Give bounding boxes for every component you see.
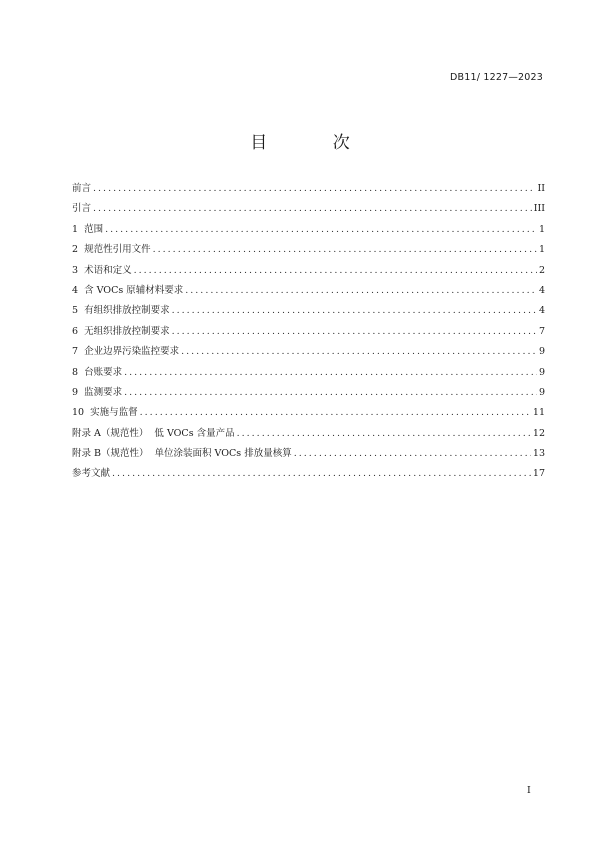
toc-entry-page: 17 bbox=[532, 468, 545, 480]
toc-entry-label: 6 无组织排放控制要求 bbox=[72, 325, 170, 337]
toc-entry-label: 4 含 VOCs 原辅材料要求 bbox=[72, 284, 184, 296]
toc-entry-label: 附录 A（规范性） 低 VOCs 含量产品 bbox=[72, 427, 235, 439]
toc-entry-page: 13 bbox=[532, 448, 545, 460]
toc-entry-label: 1 范围 bbox=[72, 223, 104, 235]
toc-entry-page: 9 bbox=[538, 386, 545, 398]
toc-entry-label: 5 有组织排放控制要求 bbox=[72, 305, 170, 317]
dot-leader bbox=[237, 428, 531, 439]
toc-entry-page: 1 bbox=[538, 244, 545, 256]
toc-entry-page: 9 bbox=[538, 366, 545, 378]
toc-entry-organized-emission[interactable] bbox=[72, 302, 545, 322]
toc-entry-fugitive-emission[interactable] bbox=[72, 323, 545, 343]
toc-entry-label: 2 规范性引用文件 bbox=[72, 244, 151, 256]
toc-entry-terms-definitions[interactable] bbox=[72, 262, 545, 282]
toc-entry-page: 7 bbox=[538, 325, 545, 337]
dot-leader bbox=[172, 326, 537, 337]
toc-entry-scope[interactable] bbox=[72, 221, 545, 241]
toc-entry-page: 2 bbox=[538, 264, 545, 276]
toc-entry-foreword[interactable] bbox=[72, 180, 545, 200]
toc-entry-label: 10 实施与监督 bbox=[72, 407, 138, 419]
dot-leader bbox=[124, 387, 537, 398]
dot-leader bbox=[294, 448, 531, 459]
toc-entry-label: 7 企业边界污染监控要求 bbox=[72, 346, 180, 358]
toc-entry-bibliography[interactable] bbox=[72, 465, 545, 485]
toc-entry-implementation[interactable] bbox=[72, 404, 545, 424]
toc-entry-page: 4 bbox=[538, 284, 545, 296]
table-of-contents bbox=[72, 180, 545, 486]
toc-entry-page: 12 bbox=[532, 427, 545, 439]
toc-entry-appendix-a[interactable] bbox=[72, 425, 545, 445]
toc-entry-page: 1 bbox=[538, 223, 545, 235]
toc-entry-page: 4 bbox=[538, 305, 545, 317]
toc-entry-appendix-b[interactable] bbox=[72, 445, 545, 465]
toc-entry-voc-materials[interactable] bbox=[72, 282, 545, 302]
toc-entry-label: 参考文献 bbox=[72, 468, 111, 480]
toc-entry-boundary-monitoring[interactable] bbox=[72, 343, 545, 363]
toc-entry-label: 3 术语和定义 bbox=[72, 264, 132, 276]
dot-leader bbox=[140, 407, 531, 418]
dot-leader bbox=[124, 367, 537, 378]
page-number: I bbox=[527, 785, 531, 796]
toc-entry-label: 前言 bbox=[72, 183, 92, 194]
dot-leader bbox=[112, 468, 531, 479]
toc-entry-page: 11 bbox=[532, 407, 545, 419]
document-code: DB11/ 1227—2023 bbox=[450, 72, 543, 83]
toc-entry-page: 9 bbox=[538, 346, 545, 358]
toc-entry-label: 引言 bbox=[72, 203, 92, 215]
dot-leader bbox=[172, 305, 537, 316]
dot-leader bbox=[181, 346, 537, 357]
toc-entry-label: 8 台账要求 bbox=[72, 366, 123, 378]
toc-entry-label: 9 监测要求 bbox=[72, 386, 123, 398]
page-title: 目 次 bbox=[250, 133, 380, 153]
toc-entry-ledger[interactable] bbox=[72, 364, 545, 384]
dot-leader bbox=[105, 224, 537, 235]
toc-entry-monitoring[interactable] bbox=[72, 384, 545, 404]
dot-leader bbox=[153, 244, 537, 255]
toc-entry-normative-references[interactable] bbox=[72, 241, 545, 261]
dot-leader bbox=[93, 203, 532, 214]
toc-entry-label: 附录 B（规范性） 单位涂装面积 VOCs 排放量核算 bbox=[72, 448, 292, 460]
toc-entry-page: II bbox=[537, 183, 545, 194]
dot-leader bbox=[93, 183, 535, 194]
toc-entry-page: III bbox=[533, 203, 545, 215]
dot-leader bbox=[185, 285, 537, 296]
toc-entry-introduction[interactable] bbox=[72, 200, 545, 220]
dot-leader bbox=[134, 265, 537, 276]
